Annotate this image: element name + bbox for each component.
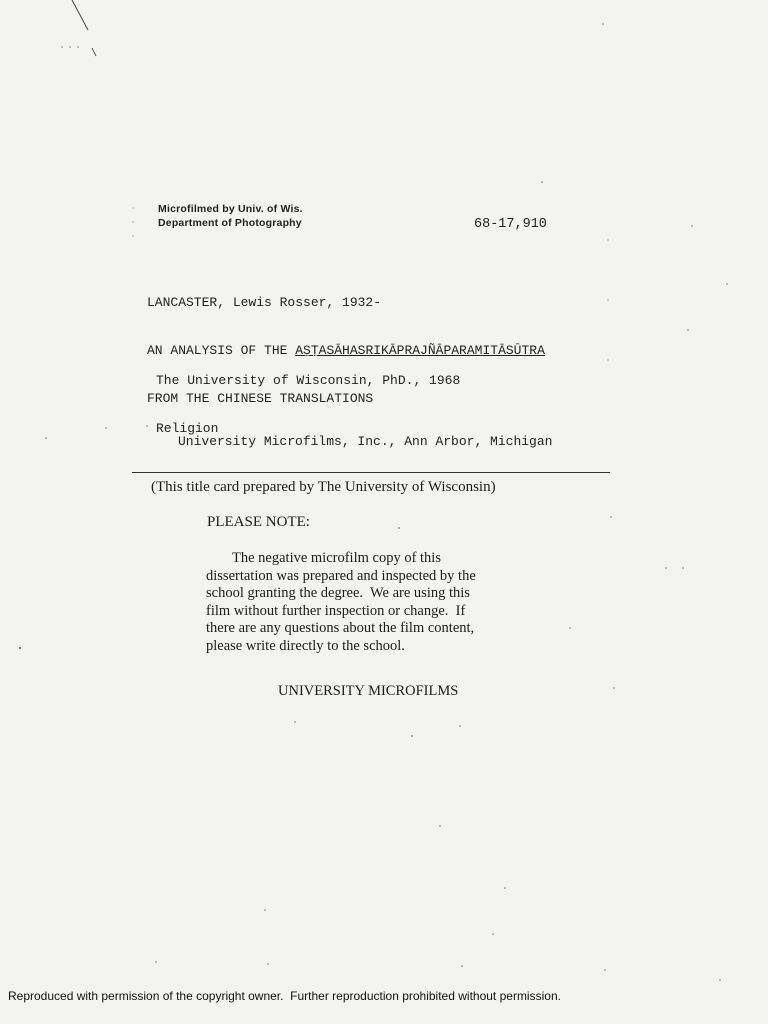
- notice-line: dissertation was prepared and inspected by the: [206, 567, 476, 584]
- title-prefix: AN ANALYSIS OF THE: [147, 343, 296, 358]
- copyright-footer: Reproduced with permission of the copyright owner. Further reproduction prohibited without permission.: [8, 989, 561, 1003]
- stamp-line-1: Microfilmed by Univ. of Wis.: [158, 203, 303, 215]
- title-card-note: (This title card prepared by The University of Wisconsin): [151, 479, 496, 495]
- divider-rule: [132, 472, 610, 473]
- notice-line: The negative microfilm copy of this: [232, 550, 441, 566]
- notice-paragraph: [206, 550, 566, 655]
- microfilm-stamp: [158, 202, 303, 230]
- notice-line: please write directly to the school.: [206, 637, 405, 654]
- stamp-line-2: Department of Photography: [158, 217, 302, 229]
- scan-scratch: [72, 0, 88, 30]
- notice-line: school granting the degree. We are using this: [206, 585, 470, 601]
- school-degree-line: The University of Wisconsin, PhD., 1968: [156, 373, 461, 388]
- school-field-line: Religion: [156, 421, 219, 436]
- accession-number: 68-17,910: [474, 217, 547, 232]
- notice-line: film without further inspection or change. If: [206, 602, 466, 619]
- notice-line: there are any questions about the film content,: [206, 620, 475, 636]
- title-sanskrit: AṢṬASĀHASRIKĀPRAJÑĀPARAMITĀSŪTRA: [295, 343, 545, 358]
- author-line: LANCASTER, Lewis Rosser, 1932-: [147, 295, 382, 310]
- scan-scratch: [92, 48, 96, 56]
- please-note-heading: PLEASE NOTE:: [207, 514, 310, 530]
- title-line-2: FROM THE CHINESE TRANSLATIONS: [147, 391, 374, 406]
- signature: UNIVERSITY MICROFILMS: [278, 683, 459, 699]
- scan-specks: [19, 23, 728, 981]
- publisher-line: University Microfilms, Inc., Ann Arbor, Michigan: [178, 434, 553, 449]
